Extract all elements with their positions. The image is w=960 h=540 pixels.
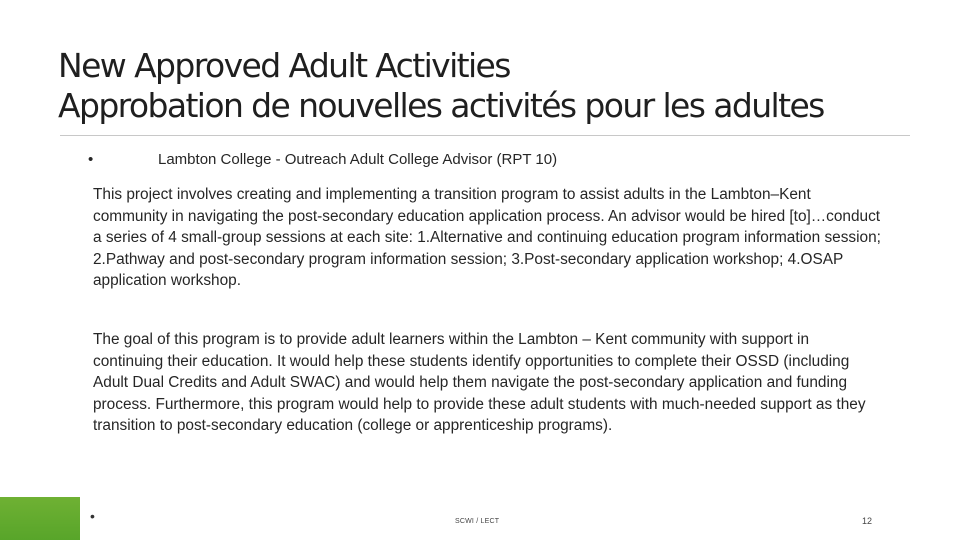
bullet-item — [88, 150, 557, 170]
slide-title — [58, 46, 938, 126]
bullet-icon: • — [88, 151, 94, 168]
page-number: 12 — [862, 516, 873, 526]
paragraph-program-goal: The goal of this program is to provide adult learners within the Lambton – Kent community with support in continuing their education. It would help these students identify opportunities to complete their OSSD (including Adult Dual Credits and Adult SWAC) and would help them navigate the post-secondary application and funding process. Furthermore, this program would help to provide these adult students with much-needed support as they transition to post-secondary education (college or apprenticeship programs). — [93, 331, 866, 435]
slide-title-french: Approbation de nouvelles activités pour les adultes — [58, 86, 824, 125]
paragraph-project-description: This project involves creating and implementing a transition program to assist adults in the Lambton–Kent community in navigating the post-secondary education application process. An advisor would be hired [to]…conduct a series of 4 small-group sessions at each site: 1.Alternative and continuing education program information session; 2.Pathway and post-secondary program information session; 3.Post-secondary application workshop; 4.OSAP application workshop. — [93, 186, 881, 290]
footer-bar — [80, 497, 960, 540]
footer-bullet-icon: • — [90, 508, 95, 524]
bullet-text: Lambton College - Outreach Adult College Advisor (RPT 10) — [158, 151, 558, 168]
title-divider — [60, 135, 910, 136]
slide-title-english: New Approved Adult Activities — [58, 46, 510, 85]
footer-label: SCWI / LECT — [455, 518, 500, 525]
